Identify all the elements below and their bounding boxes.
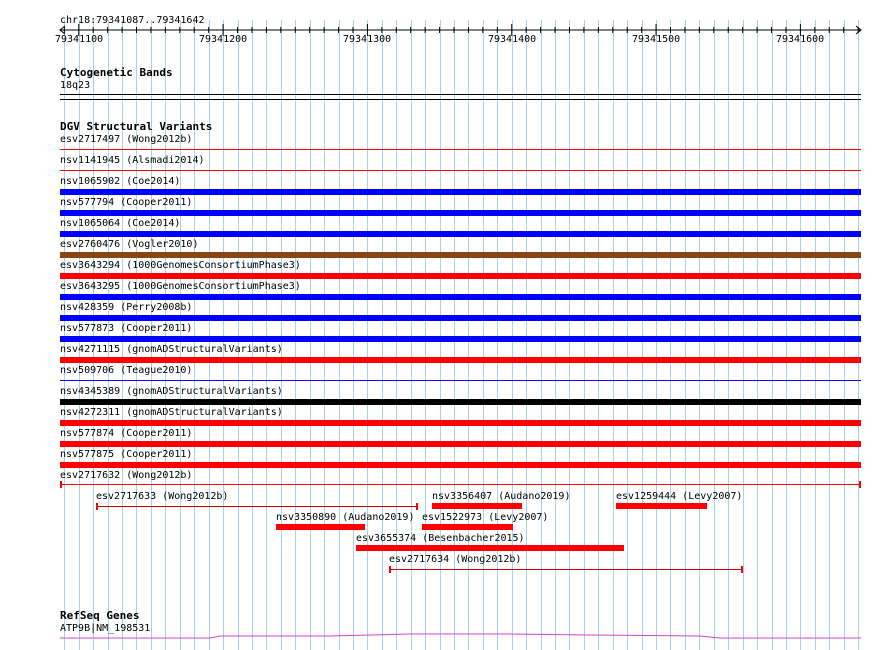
gridline [728,20,729,650]
gridline [93,20,94,650]
dgv-feature-bar[interactable] [60,252,861,258]
dgv-feature-label: nsv577873 (Cooper2011) [60,323,193,334]
dgv-feature-label: nsv3350890 (Audano2019) [276,512,415,523]
cytoband-label: 18q23 [60,80,91,91]
ruler [0,20,890,60]
dgv-feature-bar[interactable] [389,566,743,573]
location-label: chr18:79341087..79341642 [60,15,205,26]
gridline [757,20,758,650]
dgv-feature-bar[interactable] [60,357,861,363]
gridline [209,20,210,650]
dgv-feature-label: esv1522973 (Levy2007) [422,512,549,523]
dgv-feature-label: esv2717632 (Wong2012b) [60,470,193,481]
dgv-feature-bar[interactable] [60,420,861,426]
gridline [266,20,267,650]
gridline [642,20,643,650]
dgv-feature-bar[interactable] [60,231,861,237]
gridline [541,20,542,650]
gridline [772,20,773,650]
refseq-gene-line [60,634,861,638]
gridline [584,20,585,650]
dgv-feature-bar[interactable] [96,503,418,510]
dgv-feature-label: nsv3356407 (Audano2019) [432,491,571,502]
gridline [844,20,845,650]
gridline [627,20,628,650]
dgv-feature-label: esv2760476 (Vogler2010) [60,239,199,250]
refseq-gene-label: ATP9B|NM_198531 [60,623,151,634]
dgv-feature-bar[interactable] [60,189,861,195]
gridline [743,20,744,650]
dgv-feature-bar[interactable] [356,545,624,551]
gridline [353,20,354,650]
gridline [295,20,296,650]
ruler-tick-label: 79341200 [199,34,248,45]
cytoband-bar[interactable] [60,94,861,95]
dgv-feature-label: esv2717634 (Wong2012b) [389,554,522,565]
gridline [180,20,181,650]
dgv-feature-bar[interactable] [60,210,861,216]
ruler-tick-label: 79341100 [55,34,104,45]
dgv-feature-label: nsv509706 (Teague2010) [60,365,193,376]
gridline [656,20,657,650]
dgv-feature-bar[interactable] [60,149,861,150]
gridline [714,20,715,650]
gridline [858,20,859,650]
dgv-feature-label: esv2717633 (Wong2012b) [96,491,229,502]
dgv-feature-label: esv1259444 (Levy2007) [616,491,743,502]
dgv-feature-label: esv3643294 (1000GenomesConsortiumPhase3) [60,260,301,271]
gridline [194,20,195,650]
gridline [122,20,123,650]
gridline [569,20,570,650]
gridline [555,20,556,650]
dgv-feature-label: nsv1065902 (Coe2014) [60,176,181,187]
dgv-feature-label: nsv577875 (Cooper2011) [60,449,193,460]
gridline [815,20,816,650]
dgv-feature-bar[interactable] [60,462,861,468]
refseq-track-title[interactable]: RefSeq Genes [60,609,140,622]
dgv-feature-bar[interactable] [60,315,861,321]
gridline [670,20,671,650]
dgv-feature-label: nsv1141945 (Alsmadi2014) [60,155,205,166]
gridline [829,20,830,650]
dgv-feature-bar[interactable] [60,380,861,381]
gridline [108,20,109,650]
gridline [526,20,527,650]
ruler-tick-label: 79341300 [343,34,392,45]
gridline [786,20,787,650]
dgv-feature-bar[interactable] [422,524,513,530]
gridline [598,20,599,650]
gridline [324,20,325,650]
dgv-feature-bar[interactable] [60,336,861,342]
gridline [281,20,282,650]
gridline [310,20,311,650]
dgv-feature-bar[interactable] [276,524,365,530]
gridline [151,20,152,650]
gridline [800,20,801,650]
dgv-feature-bar[interactable] [60,481,861,488]
gridline [165,20,166,650]
dgv-feature-bar[interactable] [616,503,707,509]
cytoband-bar-lower [60,99,861,100]
dgv-feature-bar[interactable] [60,294,861,300]
dgv-feature-bar[interactable] [60,170,861,171]
gridline [64,20,65,650]
dgv-feature-bar[interactable] [60,273,861,279]
dgv-feature-label: esv3643295 (1000GenomesConsortiumPhase3) [60,281,301,292]
gridline [699,20,700,650]
gridline [238,20,239,650]
cytoband-track-title[interactable]: Cytogenetic Bands [60,66,173,79]
refseq-gene-feature[interactable] [0,632,890,644]
dgv-feature-bar[interactable] [60,441,861,447]
dgv-feature-label: esv2717497 (Wong2012b) [60,134,193,145]
dgv-feature-label: nsv428359 (Perry2008b) [60,302,193,313]
dgv-feature-label: nsv4272311 (gnomADStructuralVariants) [60,407,283,418]
gridline [367,20,368,650]
gridline [223,20,224,650]
ruler-tick-label: 79341400 [488,34,537,45]
dgv-feature-label: nsv1065064 (Coe2014) [60,218,181,229]
dgv-feature-label: nsv577874 (Cooper2011) [60,428,193,439]
gridline [79,20,80,650]
gridline [339,20,340,650]
dgv-feature-label: nsv4271115 (gnomADStructuralVariants) [60,344,283,355]
gridline [252,20,253,650]
ruler-tick-label: 79341500 [632,34,681,45]
gridline [136,20,137,650]
dgv-feature-bar[interactable] [60,399,861,405]
ruler-tick-label: 79341600 [776,34,825,45]
dgv-feature-label: nsv4345389 (gnomADStructuralVariants) [60,386,283,397]
dgv-track-title[interactable]: DGV Structural Variants [60,120,213,133]
dgv-feature-label: nsv577794 (Cooper2011) [60,197,193,208]
dgv-feature-bar[interactable] [432,503,522,509]
gridline [613,20,614,650]
dgv-feature-label: esv3655374 (Besenbacher2015) [356,533,525,544]
gridline [685,20,686,650]
gridline [382,20,383,650]
